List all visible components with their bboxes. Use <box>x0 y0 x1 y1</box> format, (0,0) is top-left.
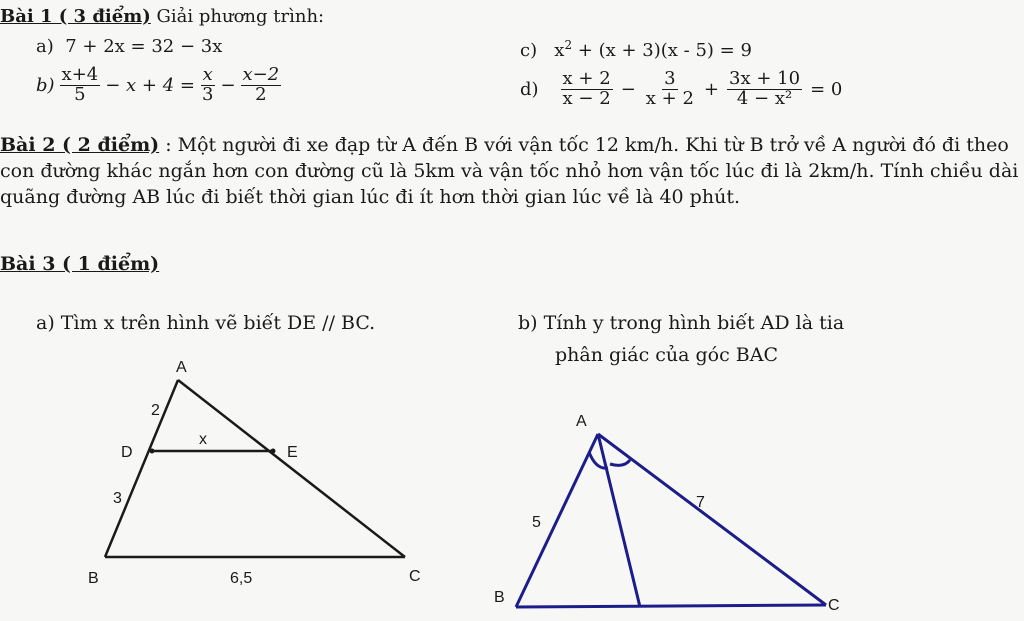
bai1-b-mid: − x + 4 = <box>105 74 195 96</box>
bai1-d-op1: − <box>620 78 636 100</box>
bai1-c-post: + (x + 3)(x - 5) = 9 <box>572 40 752 61</box>
label-d: D <box>121 444 133 461</box>
bai1-b-label: b) <box>36 74 55 96</box>
label-e: E <box>287 444 298 461</box>
label-a: A <box>176 359 187 376</box>
bai3-b-text-2: phân giác của góc BAC <box>555 344 778 366</box>
bai2-text: : Một người đi xe đạp từ A đến B với vận tốc 12 km/h. Khi từ B trở về A người đó đi theo con đường khác ngắn hơn con đường cũ là 5km và vận tốc nhỏ hơn vận tốc lúc đi là 2km/h. Tính chiều dài quãng đường AB lúc đi biết thời gian lúc đi ít hơn thời gian lúc về là 40 phút. <box>0 134 1019 208</box>
label-ac-2: 7 <box>696 494 705 511</box>
label-db: 3 <box>113 490 122 507</box>
bai1-d-op2: + <box>703 78 720 100</box>
label-b: B <box>88 570 99 587</box>
frac-den: 3 <box>201 83 214 105</box>
bai1-instruction: Giải phương trình: <box>156 6 325 27</box>
label-c-2: C <box>828 597 840 614</box>
frac-num: x+4 <box>61 64 99 85</box>
frac-den: 2 <box>255 83 267 105</box>
bai1-title: Bài 1 ( 3 điểm) <box>0 6 151 27</box>
bai2-title: Bài 2 ( 2 điểm) <box>0 134 160 156</box>
point-e <box>271 449 276 454</box>
bai1-b-minus: − <box>220 74 236 96</box>
bai1-d-rhs: = 0 <box>810 78 843 100</box>
angle-arc-2 <box>610 460 630 465</box>
bai1-c-pre: x <box>554 40 565 61</box>
label-c: C <box>409 568 421 585</box>
side-ab <box>105 380 178 557</box>
label-bc: 6,5 <box>230 570 253 587</box>
frac-den: 5 <box>74 83 86 105</box>
bai3-a-text: a) Tìm x trên hình vẽ biết DE // BC. <box>36 312 376 334</box>
label-de: x <box>199 431 207 448</box>
bai1-a-equation: 7 + 2x = 32 − 3x <box>65 36 223 57</box>
frac-den: x − 2 <box>562 87 611 109</box>
label-b-2: B <box>494 589 505 606</box>
side-ac <box>178 380 405 557</box>
frac-den: 4 − x² <box>736 87 793 109</box>
bai3-b-text-1: b) Tính y trong hình biết AD là tia <box>518 312 845 334</box>
frac-num: 3x + 10 <box>729 68 801 89</box>
bai3-title: Bài 3 ( 1 điểm) <box>0 253 160 275</box>
bai1-d-label: d) <box>520 78 539 100</box>
frac-num: x <box>202 64 213 85</box>
bai1-c-label: c) <box>520 40 538 61</box>
point-d <box>150 449 155 454</box>
label-a-2: A <box>576 413 587 430</box>
label-ab-2: 5 <box>532 514 541 531</box>
side-ab-2 <box>516 434 598 607</box>
frac-num: x−2 <box>242 64 280 85</box>
bai1-a-label: a) <box>36 36 54 57</box>
frac-num: x + 2 <box>562 68 611 89</box>
bai1-c-sup: 2 <box>564 38 573 52</box>
frac-num: 3 <box>664 68 676 89</box>
label-ad: 2 <box>151 402 160 419</box>
frac-den: x + 2 <box>645 87 694 109</box>
side-bc-2 <box>516 605 826 607</box>
